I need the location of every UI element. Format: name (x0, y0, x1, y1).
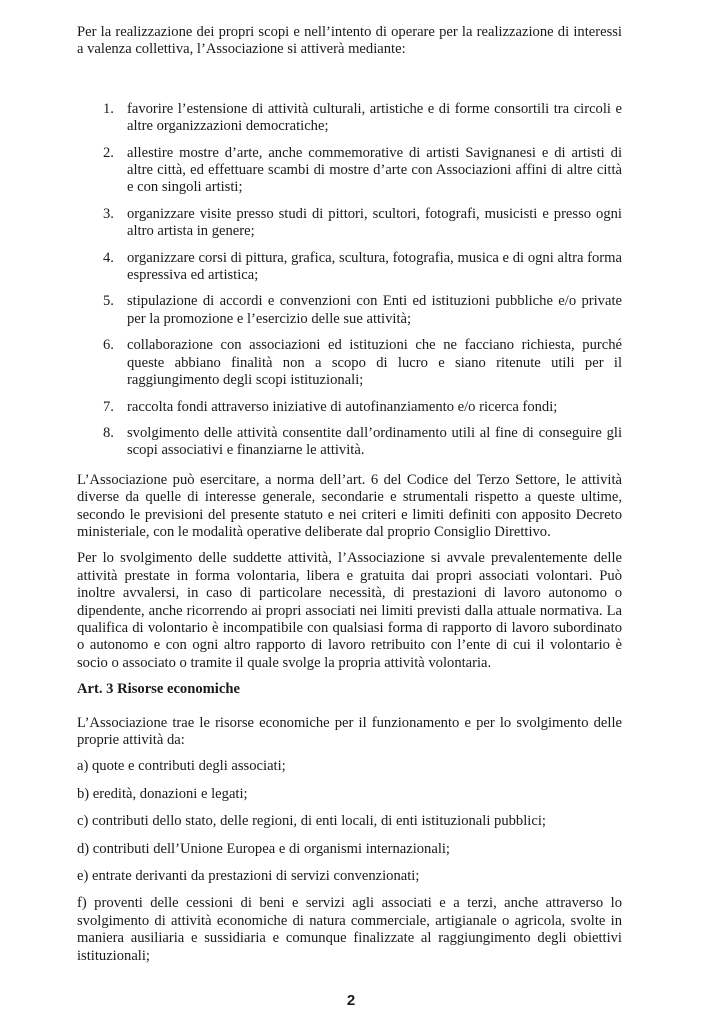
list-item-number: 1. (103, 100, 114, 117)
list-item (103, 293, 622, 328)
list-item (103, 100, 622, 136)
list-item-number: 7. (103, 398, 114, 415)
list-item-text: stipulazione di accordi e convenzioni con Enti ed istituzioni pubbliche e/o private per la promozione e l’esercizio delle sue attività; (127, 293, 622, 327)
list-item-text: allestire mostre d’arte, anche commemorative di artisti Savignanesi e di artisti di altre città, ed effettuare scambi di mostre d’arte con Associazioni affini di altre città e con singoli artisti; (127, 144, 622, 196)
list-item-number: 6. (103, 337, 114, 354)
intro-paragraph: Per la realizzazione dei propri scopi e nell’intento di operare per la realizzazione di interessi a valenza collettiva, l’Associazione si attiverà mediante: (77, 24, 622, 58)
list-item-text: favorire l’estensione di attività culturali, artistiche e di forme consortili tra circoli e altre organizzazioni democratiche; (127, 100, 622, 135)
volunteers-paragraph: Per lo svolgimento delle suddette attività, l’Associazione si avvale prevalentemente delle attività prestate in forma volontaria, libera e gratuita dai propri associati volontari. Può inoltre avvalersi, in caso di particolare necessità, di prestazioni di lavoro autonomo o dipendente, anche ricorrendo ai propri associati nei limiti previsti dalla attuale normativa. La qualifica di volontario è incompatibile con qualsiasi forma di rapporto di lavoro subordinato o autonomo e con ogni altro rapporto di lavoro retribuito con l’ente di cui il volontario è socio o associato o tramite il quale svolge la propria attività volontaria. (77, 550, 622, 671)
list-item-text: svolgimento delle attività consentite dall’ordinamento utili al fine di conseguire gli scopi associativi e finanziarne le attività. (127, 424, 622, 459)
list-item-number: 4. (103, 249, 114, 266)
list-item-text: raccolta fondi attraverso iniziative di autofinanziamento e/o ricerca fondi; (127, 398, 558, 415)
list-item-text: organizzare visite presso studi di pittori, scultori, fotografi, musicisti e presso ogni altro artista in genere; (127, 205, 622, 240)
list-item: b) eredità, donazioni e legati; (77, 785, 248, 802)
list-item: a) quote e contributi degli associati; (77, 758, 286, 775)
list-item: f) proventi delle cessioni di beni e servizi agli associati e a terzi, anche attraverso lo svolgimento di attività economiche di natura commerciale, artigianale o agricola, svolte in maniera ausiliaria e sussidiaria e comunque finalizzate al raggiungimento degli obiettivi istituzionali; (77, 895, 622, 964)
secondary-activities-paragraph: L’Associazione può esercitare, a norma dell’art. 6 del Codice del Terzo Settore, le attività diverse da quelle di interesse generale, secondarie e strumentali rispetto a queste ultime, secondo le previsioni del presente statuto e nei criteri e limiti definiti con apposito Decreto ministeriale, con le modalità operative deliberate dal proprio Consiglio Direttivo. (77, 471, 622, 540)
article-heading: Art. 3 Risorse economiche (77, 681, 240, 698)
page-number: 2 (346, 992, 356, 1009)
resources-intro: L’Associazione trae le risorse economiche per il funzionamento e per lo svolgimento delle proprie attività da: (77, 714, 622, 748)
list-item-text: organizzare corsi di pittura, grafica, scultura, fotografia, musica e di ogni altra forma espressiva ed artistica; (127, 249, 622, 284)
list-item (103, 144, 622, 197)
list-item (103, 337, 622, 389)
list-item (103, 398, 622, 416)
list-item: d) contributi dell’Unione Europea e di organismi internazionali; (77, 840, 450, 857)
list-item-number: 3. (103, 205, 114, 222)
list-item-text: collaborazione con associazioni ed istituzioni che ne facciano richiesta, purché queste abbiano finalità non a scopo di lucro e siano ritenute utili per il raggiungimento degli scopi istituzionali; (127, 337, 622, 389)
list-item (103, 205, 622, 241)
list-item (103, 424, 622, 460)
list-item-number: 2. (103, 144, 114, 161)
list-item: c) contributi dello stato, delle regioni, di enti locali, di enti istituzionali pubblici; (77, 813, 546, 830)
activities-list (77, 101, 622, 460)
list-item-number: 5. (103, 293, 114, 310)
resources-list (77, 758, 622, 965)
list-item-number: 8. (103, 424, 114, 441)
list-item: e) entrate derivanti da prestazioni di servizi convenzionati; (77, 868, 420, 885)
list-item (103, 249, 622, 285)
